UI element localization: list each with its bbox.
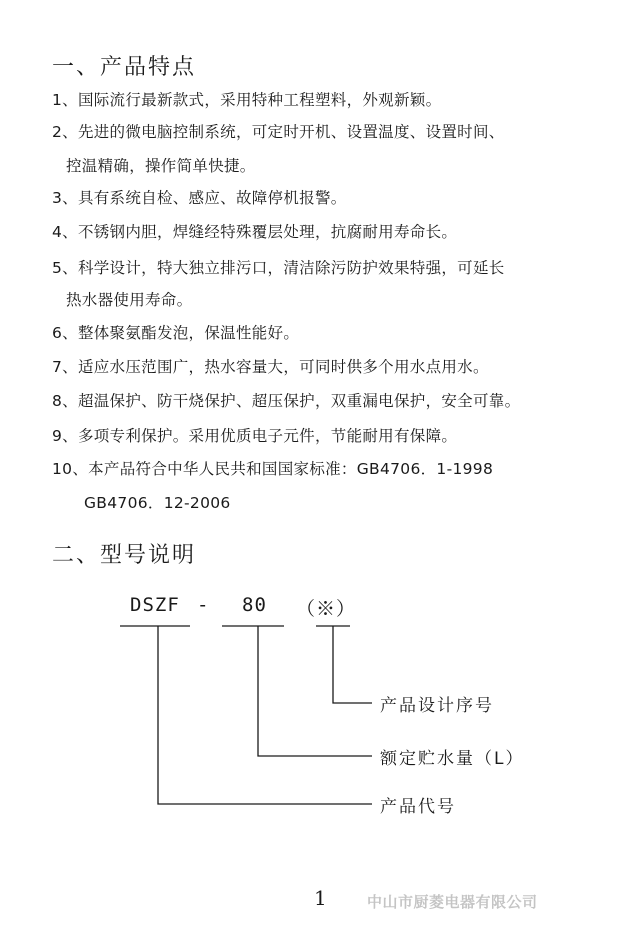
legend-product-code: 产品代号	[380, 797, 456, 817]
feature-item-5: 5、科学设计，特大独立排污口，清洁除污防护效果特强，可延长	[52, 259, 505, 277]
feature-item-2-continued: 控温精确，操作简单快捷。	[66, 157, 256, 175]
feature-item-8: 8、超温保护、防干烧保护、超压保护，双重漏电保护，安全可靠。	[52, 392, 521, 410]
legend-design-serial: 产品设计序号	[380, 696, 494, 716]
section-heading-model: 二、型号说明	[52, 543, 197, 568]
feature-item-3: 3、具有系统自检、感应、故障停机报警。	[52, 189, 347, 207]
feature-item-2: 2、先进的微电脑控制系统，可定时开机、设置温度、设置时间、	[52, 123, 505, 141]
feature-item-6: 6、整体聚氨酯发泡，保温性能好。	[52, 324, 300, 342]
model-code-suffix: （※）	[296, 598, 357, 620]
model-code-series: DSZF	[130, 594, 180, 616]
feature-item-4: 4、不锈钢内胆，焊缝经特殊覆层处理，抗腐耐用寿命长。	[52, 223, 458, 241]
feature-item-9: 9、多项专利保护。采用优质电子元件，节能耐用有保障。	[52, 427, 458, 445]
feature-item-1: 1、国际流行最新款式，采用特种工程塑料，外观新颖。	[52, 91, 442, 109]
section-heading-features: 一、产品特点	[52, 55, 197, 80]
feature-item-10: 10、本产品符合中华人民共和国国家标准：GB4706．1-1998	[52, 460, 494, 478]
feature-item-7: 7、适应水压范围广，热水容量大，可同时供多个用水点用水。	[52, 358, 489, 376]
feature-item-5-continued: 热水器使用寿命。	[66, 291, 193, 309]
legend-rated-capacity: 额定贮水量（L）	[380, 749, 525, 769]
model-code-capacity: 80	[242, 594, 267, 616]
feature-item-10-continued: GB4706．12-2006	[84, 494, 231, 512]
page-number: 1	[314, 886, 327, 910]
company-watermark: 中山市厨菱电器有限公司	[367, 893, 538, 911]
model-code-dash: -	[197, 594, 210, 616]
